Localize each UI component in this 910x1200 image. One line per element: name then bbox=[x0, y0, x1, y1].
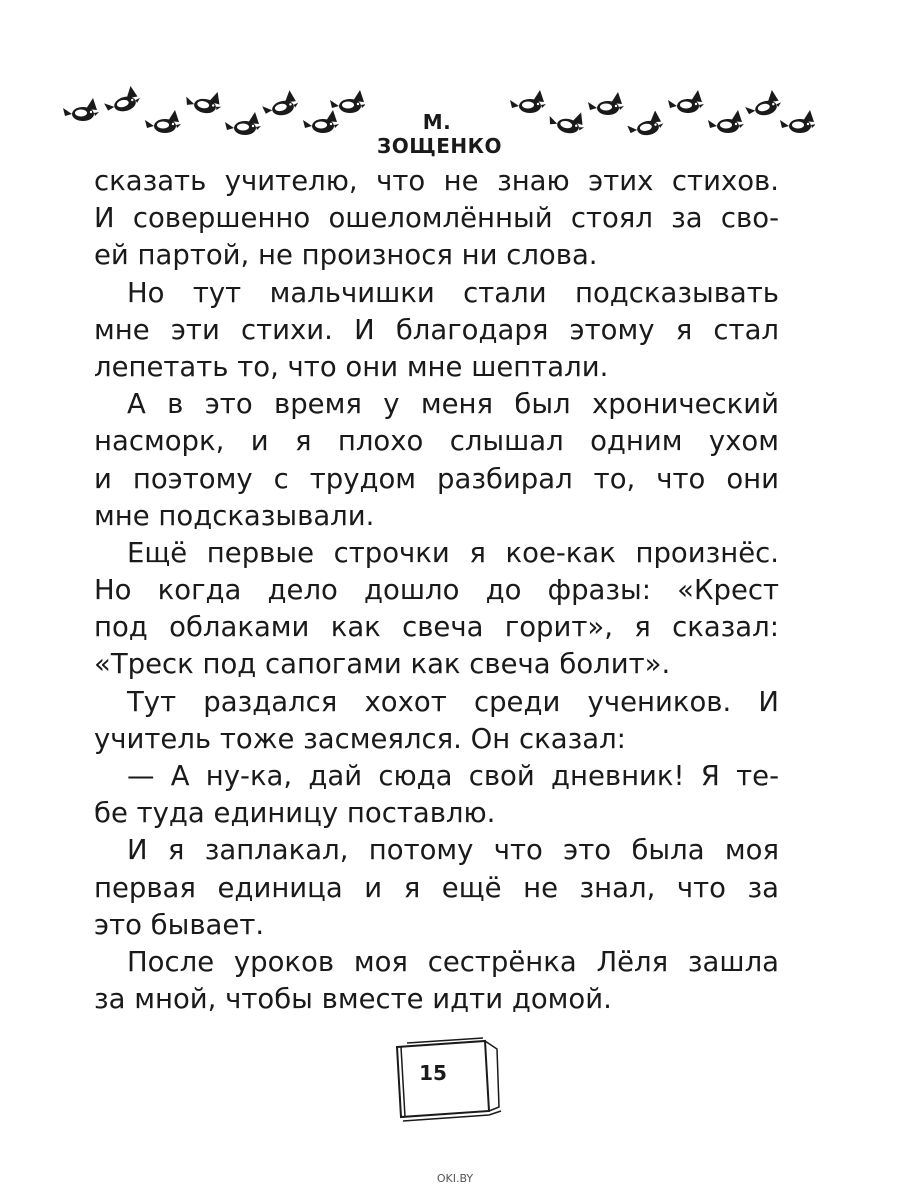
watermark: OKI.BY bbox=[436, 1172, 474, 1185]
text-line: — А ну-ка, дай сюда свой дневник! Я те- bbox=[127, 760, 779, 792]
text-line: мне эти стихи. И благодаря этому я стал bbox=[94, 313, 779, 346]
text-line: мне подсказывали. bbox=[94, 499, 375, 532]
text-line: И я заплакал, потому что это была моя bbox=[127, 834, 779, 867]
text-line: Ещё первые строчки я кое-как произнёс. bbox=[127, 536, 779, 569]
text-line: сказать учителю, что не знаю этих стихов. bbox=[94, 165, 779, 197]
body-text bbox=[94, 163, 779, 1018]
text-line: И совершенно ошеломлённый стоял за сво- bbox=[94, 202, 779, 235]
text-line: насморк, и я плохо слышал одним ухом bbox=[94, 425, 779, 458]
text-line: за мной, чтобы вместе идти домой. bbox=[94, 983, 612, 1016]
bird-ornament-right bbox=[510, 82, 815, 158]
text-line: учитель тоже засмеялся. Он сказал: bbox=[94, 722, 626, 755]
birds-ornament-icon bbox=[510, 82, 815, 158]
text-line: бе туда единицу поставлю. bbox=[94, 797, 496, 830]
text-line: После уроков моя сестрёнка Лёля зашла bbox=[127, 945, 779, 978]
page-number: 15 bbox=[419, 1061, 447, 1085]
text-line: под облаками как свеча горит», я сказал: bbox=[94, 611, 779, 644]
text-line: «Треск под сапогами как свеча болит». bbox=[94, 648, 671, 681]
text-line: А в это время у меня был хронический bbox=[127, 388, 779, 421]
text-line: это бывает. bbox=[94, 908, 265, 941]
text-line: Тут раздался хохот среди учеников. И bbox=[127, 685, 779, 718]
page-number-badge bbox=[393, 1037, 505, 1123]
text-line: и поэтому с трудом разбирал то, что они bbox=[94, 462, 779, 495]
text-line: Но тут мальчишки стали подсказывать bbox=[127, 276, 779, 309]
text-line: лепетать то, что они мне шептали. bbox=[94, 350, 609, 383]
text-line: ей партой, не произнося ни слова. bbox=[94, 239, 598, 272]
text-line: Но когда дело дошло до фразы: «Крест bbox=[94, 574, 779, 607]
text-line: первая единица и я ещё не знал, что за bbox=[94, 871, 779, 904]
author-name: М. ЗОЩЕНКО bbox=[377, 110, 502, 158]
bird-ornament-left bbox=[55, 82, 365, 158]
birds-ornament-icon bbox=[55, 82, 365, 158]
running-header bbox=[55, 82, 815, 158]
